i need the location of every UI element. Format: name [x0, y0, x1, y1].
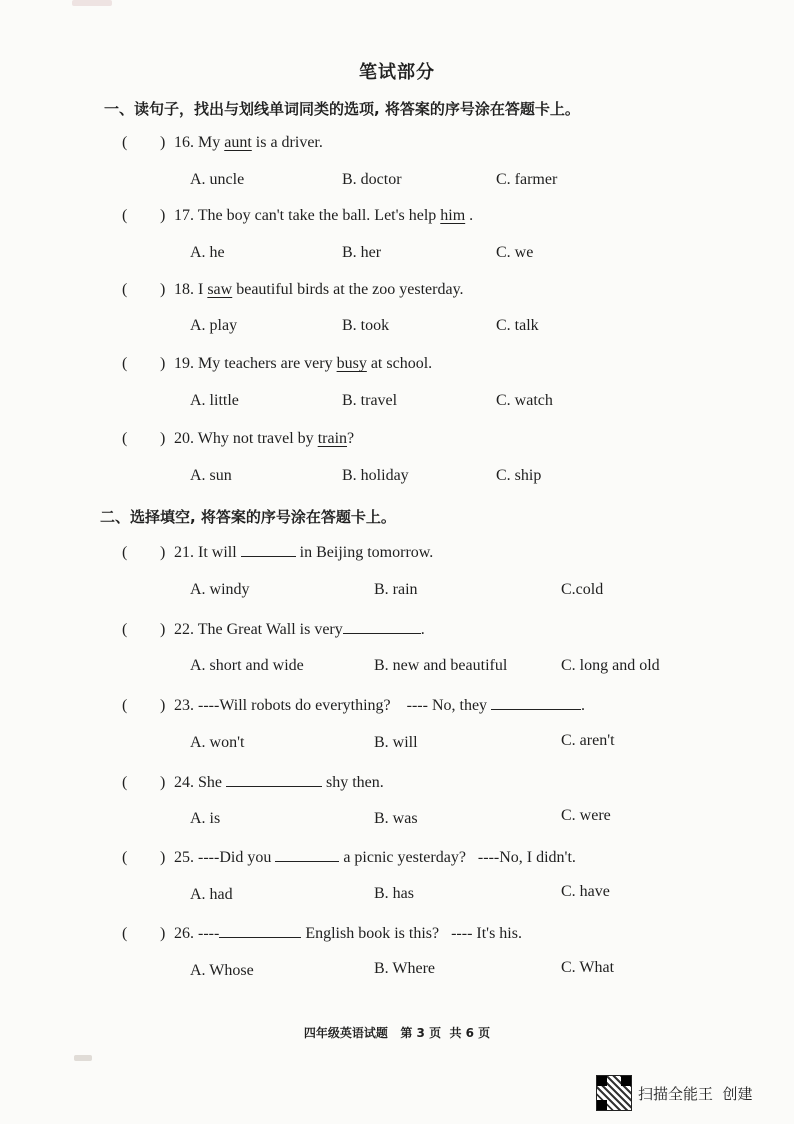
option-c: C. were	[561, 807, 611, 824]
option-c: C. watch	[496, 392, 553, 409]
underlined-word: saw	[207, 281, 233, 298]
option-c: C.cold	[561, 581, 604, 598]
question-19: ( ) 19. My teachers are very busy at school.	[122, 355, 433, 372]
option-b: B. will	[374, 734, 418, 751]
answer-blank	[241, 542, 296, 557]
option-b: B. rain	[374, 581, 418, 598]
option-c: C. ship	[496, 467, 542, 484]
section-1-heading: 一、读句子，找出与划线单词同类的选项, 将答案的序号涂在答题卡上。	[104, 100, 580, 118]
question-17: ( ) 17. The boy can't take the ball. Let's help him .	[122, 207, 474, 224]
question-26: ( ) 26. ---- English book is this? ---- It's his.	[122, 925, 522, 942]
option-c: C. aren't	[561, 732, 615, 749]
option-a: A. windy	[190, 581, 250, 598]
option-c: C. farmer	[496, 171, 558, 188]
underlined-word: him	[440, 207, 466, 224]
option-a: A. short and wide	[190, 657, 304, 674]
option-b: B. has	[374, 885, 414, 902]
question-25: ( ) 25. ----Did you a picnic yesterday? ----No, I didn't.	[122, 849, 576, 866]
option-c: C. we	[496, 244, 534, 261]
option-b: B. her	[342, 244, 382, 261]
option-b: B. new and beautiful	[374, 657, 508, 674]
answer-blank	[275, 847, 339, 862]
answer-blank	[226, 772, 322, 787]
section-2-heading: 二、选择填空, 将答案的序号涂在答题卡上。	[100, 508, 396, 526]
page-title: 笔试部分	[359, 62, 435, 83]
option-c: C. What	[561, 959, 615, 976]
underlined-word: train	[317, 430, 348, 447]
option-a: A. won't	[190, 734, 245, 751]
question-24: ( ) 24. She shy then.	[122, 774, 384, 791]
option-b: B. holiday	[342, 467, 409, 484]
question-18: ( ) 18. I saw beautiful birds at the zoo yesterday.	[122, 281, 464, 298]
qr-code-icon	[596, 1075, 632, 1111]
option-c: C. talk	[496, 317, 539, 334]
underlined-word: busy	[336, 355, 367, 372]
question-23: ( ) 23. ----Will robots do everything? ---- No, they .	[122, 697, 586, 714]
question-21: ( ) 21. It will in Beijing tomorrow.	[122, 544, 434, 561]
option-a: A. he	[190, 244, 225, 261]
option-a: A. is	[190, 810, 221, 827]
answer-blank	[219, 923, 301, 938]
question-22: ( ) 22. The Great Wall is very .	[122, 621, 425, 638]
option-c: C. have	[561, 883, 610, 900]
option-b: B. Where	[374, 960, 436, 977]
answer-blank	[491, 695, 581, 710]
page-footer: 四年级英语试题 第 3 页 共 6 页	[303, 1026, 491, 1040]
option-b: B. travel	[342, 392, 398, 409]
scan-smudge	[72, 0, 112, 6]
option-b: B. was	[374, 810, 418, 827]
option-a: A. little	[190, 392, 239, 409]
option-c: C. long and old	[561, 657, 660, 674]
option-a: A. play	[190, 317, 238, 334]
question-20: ( ) 20. Why not travel by train?	[122, 430, 355, 447]
underlined-word: aunt	[224, 134, 252, 151]
option-a: A. sun	[190, 467, 232, 484]
scan-smudge	[74, 1055, 92, 1061]
option-a: A. Whose	[190, 962, 254, 979]
option-b: B. took	[342, 317, 390, 334]
option-b: B. doctor	[342, 171, 402, 188]
question-16: ( ) 16. My aunt is a driver.	[122, 134, 323, 151]
option-a: A. uncle	[190, 171, 245, 188]
option-a: A. had	[190, 886, 233, 903]
answer-blank	[343, 619, 421, 634]
scanner-watermark: 扫描全能王 创建	[638, 1085, 753, 1103]
